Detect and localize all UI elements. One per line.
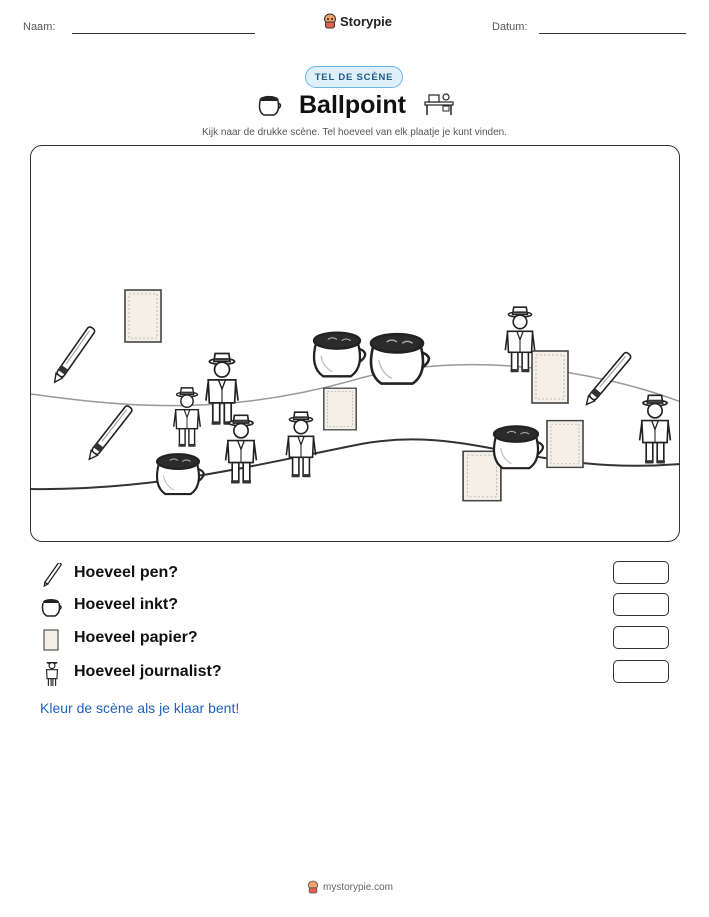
paper-icon [40, 628, 64, 652]
date-label: Datum: [492, 21, 528, 33]
scene-illustration [31, 146, 680, 542]
desk-scene-icon [423, 92, 455, 116]
ink-pot-icon [40, 595, 64, 619]
brand-logo [323, 13, 392, 29]
answer-box-ink[interactable] [613, 593, 669, 616]
paper-3 [532, 351, 568, 403]
paper-4 [547, 421, 583, 468]
question-label: Hoeveel papier? [74, 629, 198, 646]
journalist-1 [206, 353, 238, 424]
question-label: Hoeveel journalist? [74, 663, 222, 680]
date-field[interactable] [539, 33, 686, 34]
page-title: Ballpoint [299, 91, 406, 119]
storypie-mascot-icon [307, 880, 319, 894]
ink-pot-3 [157, 454, 204, 494]
journalist-3 [226, 415, 257, 483]
pen-2 [86, 405, 133, 462]
footer [307, 880, 393, 894]
question-label: Hoeveel inkt? [74, 596, 179, 613]
name-label: Naam: [23, 21, 56, 33]
question-label: Hoeveel pen? [74, 564, 179, 581]
journalist-icon [40, 662, 64, 686]
ink-pot-icon [257, 94, 283, 118]
pen-icon [40, 563, 64, 587]
activity-badge: TEL DE SCÈNE [305, 66, 403, 88]
answer-box-journalist[interactable] [613, 660, 669, 683]
footer-url: mystorypie.com [323, 881, 394, 893]
pen-3 [583, 351, 632, 407]
paper-2 [324, 388, 356, 430]
ink-pot-2 [371, 334, 429, 383]
storypie-mascot-icon [323, 13, 337, 29]
name-field[interactable] [72, 33, 255, 34]
question-pen [40, 561, 670, 587]
instruction-text: Kijk naar de drukke scène. Tel hoeveel van elk plaatje je kunt vinden. [201, 127, 507, 138]
ink-pot-1 [314, 333, 365, 377]
journalist-4 [286, 412, 315, 477]
ink-pot-4 [494, 426, 543, 468]
answer-box-pen[interactable] [613, 561, 669, 584]
answer-box-paper[interactable] [613, 626, 669, 649]
pen-1 [51, 326, 95, 385]
question-ink [40, 593, 670, 619]
paper-1 [125, 290, 161, 342]
brand-name: Storypie [340, 13, 393, 29]
journalist-6 [640, 395, 671, 463]
color-instruction: Kleur de scène als je klaar bent! [40, 700, 240, 716]
journalist-5 [505, 307, 534, 372]
counting-scene [30, 145, 680, 542]
question-paper [40, 626, 670, 652]
journalist-2 [174, 388, 201, 447]
question-journalist [40, 660, 670, 686]
